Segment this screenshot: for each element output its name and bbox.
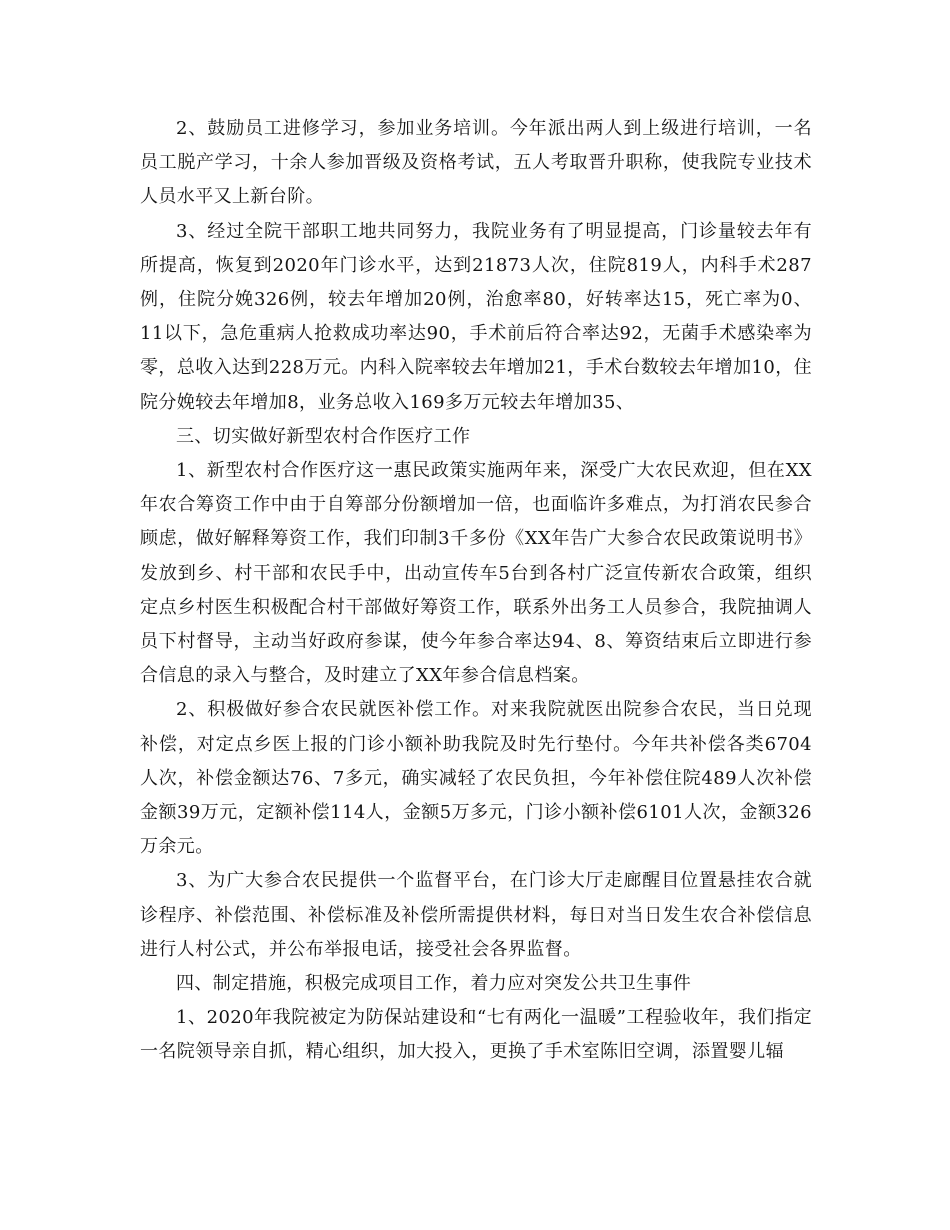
section-heading-rural-cooperative: 三、切实做好新型农村合作医疗工作 xyxy=(176,425,471,447)
paragraph-cooperative-funding: 1、新型农村合作医疗这一惠民政策实施两年来，深受广大农民欢迎，但在XX年农合筹资工作中由于自筹部分份额增加一倍，也面临许多难点，为打消农民参合顾虑，做好解释筹资工作，我们印制3千多份《XX年告广大参合农民政策说明书》发放到乡、村干部和农民手中，出动宣传车5台到各村广泛宣传新农合政策，组织定点乡村医生积极配合村干部做好筹资工作，联系外出务工人员参合，我院抽调人员下村督导，主动当好政府参谋，使今年参合率达94、8、筹资结束后立即进行参合信息的录入与整合，及时建立了XX年参合信息档案。 xyxy=(140,460,812,687)
paragraph-hospital-business: 3、经过全院干部职工地共同努力，我院业务有了明显提高，门诊量较去年有所提高，恢复到2020年门诊水平，达到21873人次，住院819人，内科手术287例，住院分娩326例，较去年增加20例，治愈率80，好转率达15，死亡率为0、11以下，急危重病人抢救成功率达90，手术前后符合率达92，无菌手术感染率为零，总收入达到228万元。内科入院率较去年增加21，手术台数较去年增加10，住院分娩较去年增加8，业务总收入169多万元较去年增加35、 xyxy=(140,220,812,413)
document-page xyxy=(140,112,812,1070)
paragraph-compensation: 2、积极做好参合农民就医补偿工作。对来我院就医出院参合农民，当日兑现补偿，对定点乡医上报的门诊小额补助我院及时先行垫付。今年共补偿各类6704人次，补偿金额达76、7多元，确实减轻了农民负担，今年补偿住院489人次补偿金额39万元，定额补偿114人，金额5万多元，门诊小额补偿6101人次，金额326万余元。 xyxy=(140,699,812,858)
paragraph-project-acceptance: 1、2020年我院被定为防保站建设和“七有两化一温暖”工程验收年，我们指定一名院领导亲自抓，精心组织，加大投入，更换了手术室陈旧空调，添置婴儿辐 xyxy=(140,1007,812,1063)
paragraph-supervision-platform: 3、为广大参合农民提供一个监督平台，在门诊大厅走廊醒目位置悬挂农合就诊程序、补偿范围、补偿标准及补偿所需提供材料，每日对当日发生农合补偿信息进行人村公式，并公布举报电话，接受社会各界监督。 xyxy=(140,870,812,960)
section-heading-public-health: 四、制定措施，积极完成项目工作，着力应对突发公共卫生事件 xyxy=(176,973,692,995)
paragraph-staff-training: 2、鼓励员工进修学习，参加业务培训。今年派出两人到上级进行培训，一名员工脱产学习，十余人参加晋级及资格考试，五人考取晋升职称，使我院专业技术人员水平又上新台阶。 xyxy=(140,118,812,208)
